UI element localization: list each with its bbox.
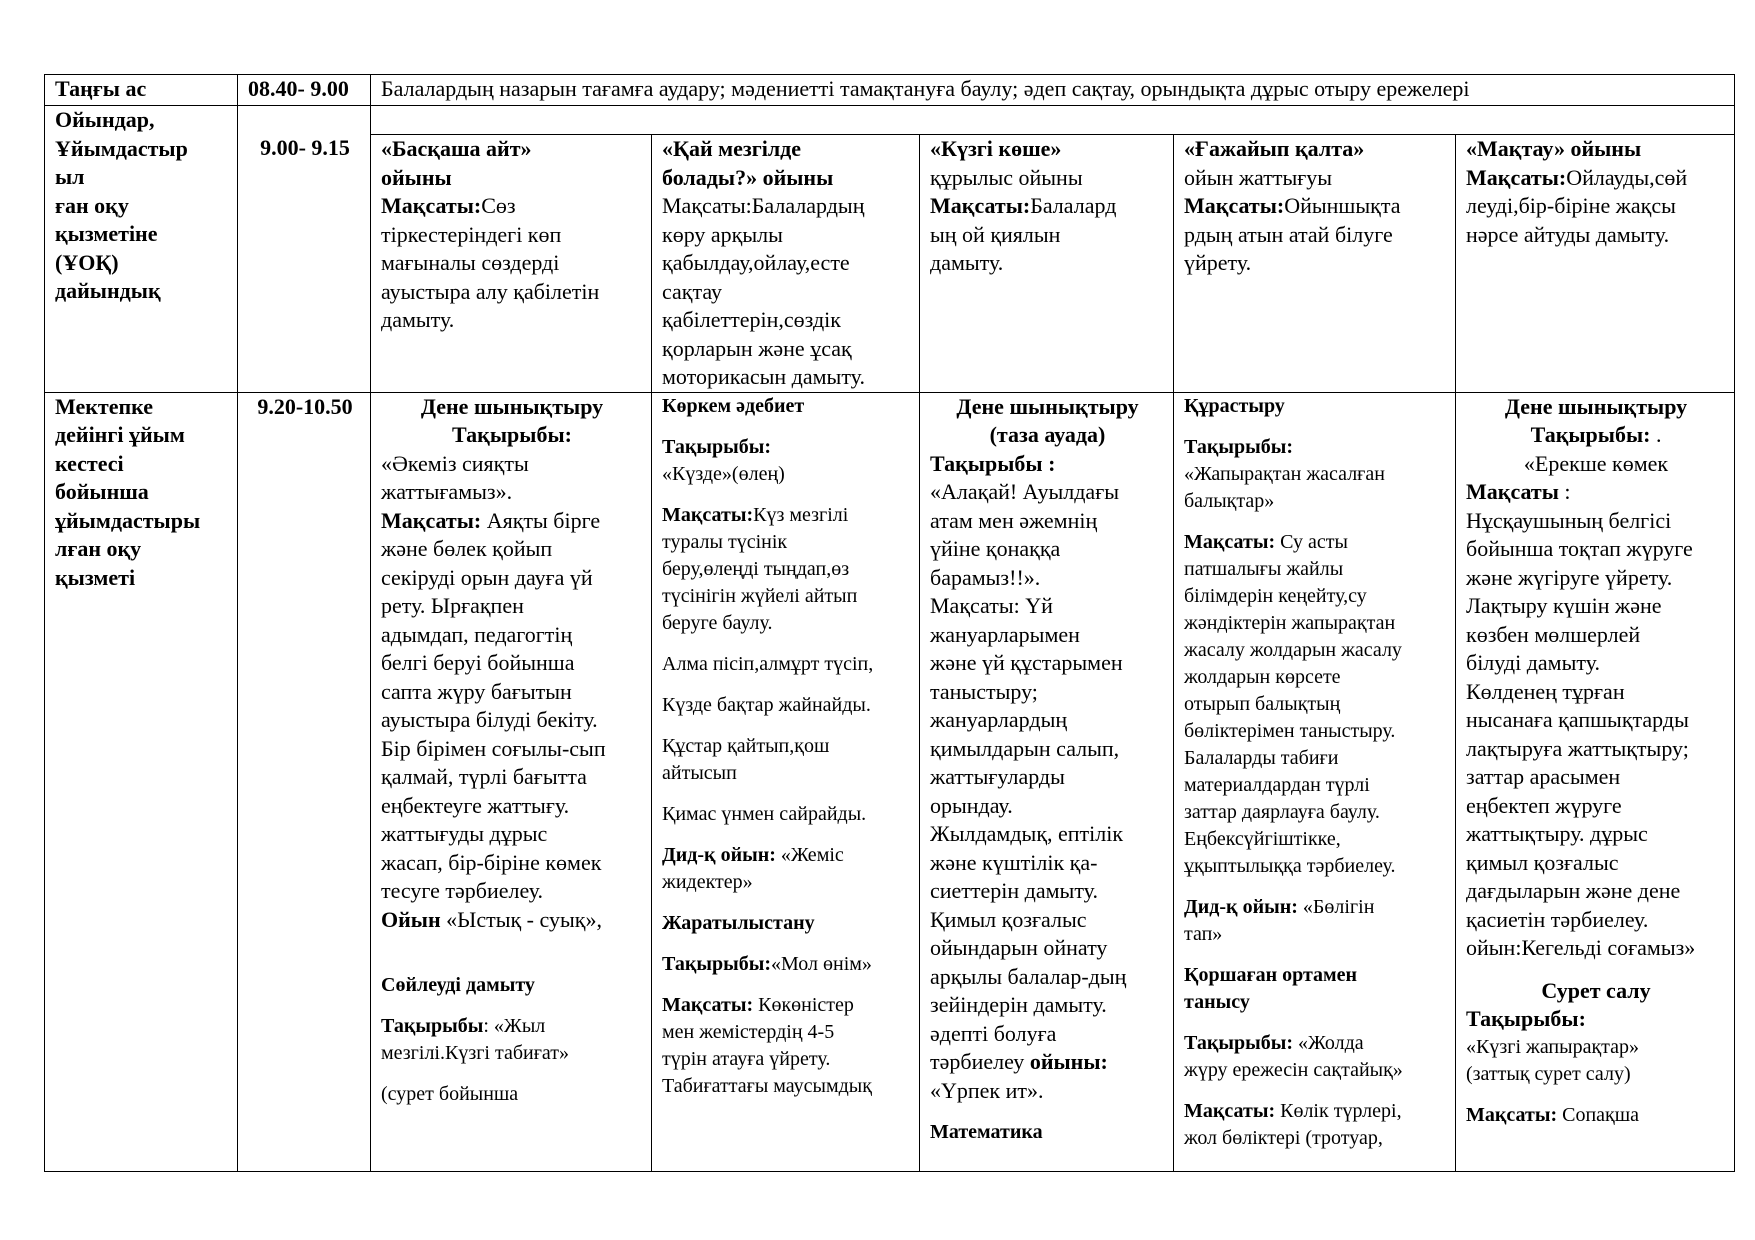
lesson-cell-4: Құрастыру Тақырыбы: «Жапырақтан жасалған балықтар» Мақсаты: Су асты патшалығы жайлы білімдерін кеңейту,су жәндіктерін жапырақтан жасалу жолдарын жасалу жолдарын көрсете отырып балықтың бөліктерімен таныстыру. Балаларды табиғи материалдардан түрлі заттар даярлауға баулу. Еңбексүйгіштікке, ұқыптылыққа тәрбиелеу. Дид-қ ойын: «Бөлігін тап» Қоршаған ортамен танысу Тақырыбы: «Жолда жүру ережесін сақтайық» Мақсаты: Көлік түрлері, жол бөліктері (тротуар, (1174, 392, 1456, 1171)
lesson-cell-2: Көркем әдебиет Тақырыбы: «Күзде»(өлең) Мақсаты:Күз мезгілі туралы түсінік беру,өлеңді тыңдап,өз түсінігін жүйелі айтып беруге баулу. Алма пісіп,алмұрт түсіп, Күзде бақтар жайнайды. Құстар қайтып,қош айтысып Қимас үнмен сайрайды. Дид-қ ойын: «Жеміс жидектер» Жаратылыстану Тақырыбы:«Мол өнім» Мақсаты: Көкөністер мен жемістердің 4-5 түрін атауға үйрету. Табиғаттағы маусымдық (652, 392, 920, 1171)
activity-cell: «Ғажайып қалта» ойын жаттығуы Мақсаты:Ойыншықта рдың атын атай білуге үйрету. (1174, 135, 1456, 393)
schedule-table (44, 74, 1735, 1172)
activity-cell: «Күзгі көше» құрылыс ойыны Мақсаты:Балалард ың ой қиялын дамыту. (920, 135, 1174, 393)
games-row (45, 106, 1735, 135)
activity-cell: «Басқаша айт» ойыны Мақсаты:Сөз тіркестеріндегі көп мағыналы сөздерді ауыстыра алу қабілетін дамыту. (371, 135, 652, 393)
row-label: Мектепке дейінгі ұйым кестесі бойынша ұйымдастыры лған оқу қызметі (45, 392, 238, 1171)
lesson-cell-5: Дене шынықтыру Тақырыбы: . «Ерекше көмек Мақсаты : Нұсқаушының белгісі бойынша тоқтап жүруге және жүгіруге үйрету. Лақтыру күшін және көзбен мөлшерлей білуді дамыту. Көлденең тұрған нысанаға қапшықтарды лақтыруға жаттықтыру; заттар арасымен еңбектеп жүруге жаттықтыру. дұрыс қимыл қозғалыс дағдыларын және дене қасиетін тәрбиелеу. ойын:Кегельді соғамыз» Сурет салу Тақырыбы: «Күзгі жапырақтар» (заттық сурет салу) Мақсаты: Сопақша (1456, 392, 1735, 1171)
row-label: Таңғы ас (45, 75, 238, 106)
row-time: 08.40- 9.00 (238, 75, 371, 106)
lesson-cell-1: Дене шынықтыру Тақырыбы: «Әкеміз сияқты жаттығамыз». Мақсаты: Аяқты бірге және бөлек қойып секіруді орын дауға үй рету. Ырғақпен адымдап, педагогтің белгі беруі бойынша сапта жүру бағытын ауыстыра білуді бекіту. Бір бірімен соғылы-сып қалмай, түрлі бағытта еңбектеуге жаттығу. жаттығуды дұрыс жасап, бір-біріне көмек тесуге тәрбиелеу. Ойын «Ыстық - суық», Сөйлеуді дамыту Тақырыбы: «Жыл мезгілі.Күзгі табиғат» (сурет бойынша (371, 392, 652, 1171)
lesson-cell-3: Дене шынықтыру (таза ауада) Тақырыбы : «Алақай! Ауылдағы атам мен әжемнің үйіне қонаққа барамыз!!». Мақсаты: Үй жануарларымен және үй құстарымен таныстыру; жануарлардың қимылдарын салып, жаттығуларды орындау. Жылдамдық, ептілік және күштілік қа- сиеттерін дамыту. Қимыл қозғалыс ойындарын ойнату арқылы балалар-дың зейіндерін дамыту. әдепті болуға тәрбиелеу ойыны: «Үрпек ит». Математика (920, 392, 1174, 1171)
row-label: Ойындар, Ұйымдастыр ыл ған оқу қызметіне (ҰОҚ) дайындық (45, 106, 238, 393)
schedule-page (44, 74, 1734, 1172)
activity-cell: «Қай мезгілде болады?» ойыны Мақсаты:Балалардың көру арқылы қабылдау,ойлау,есте сақтау қабілеттерін,сөздік қорларын және ұсақ моторикасын дамыту. (652, 135, 920, 393)
activity-cell: «Мақтау» ойыны Мақсаты:Ойлауды,сөй леуді,бір-біріне жақсы нәрсе айтуды дамыту. (1456, 135, 1735, 393)
lessons-row (45, 392, 1735, 1171)
row-time: 9.20-10.50 (238, 392, 371, 1171)
row-time: 9.00- 9.15 (238, 106, 371, 393)
empty-header-cell (371, 106, 1735, 135)
breakfast-row (45, 75, 1735, 106)
row-description: Балалардың назарын тағамға аудару; мәдениетті тамақтануға баулу; әдеп сақтау, орындықта дұрыс отыру ережелері (371, 75, 1735, 106)
